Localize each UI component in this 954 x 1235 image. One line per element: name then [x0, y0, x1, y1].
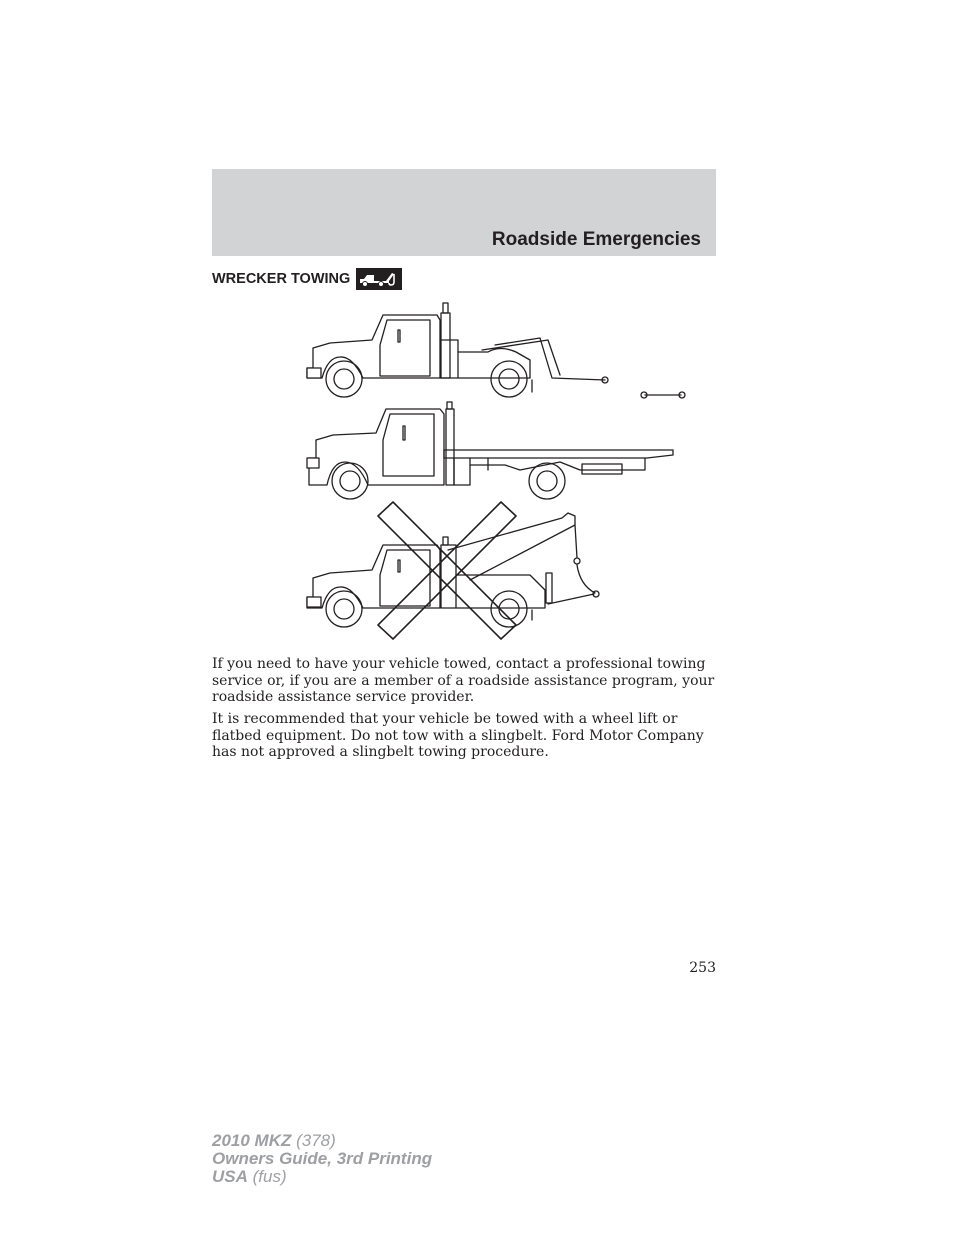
footer-line-2: Owners Guide, 3rd Printing	[212, 1149, 433, 1168]
page-number: 253	[689, 960, 716, 976]
tow-truck-icon	[356, 268, 402, 290]
footer-line-1: 2010 MKZ (378)	[212, 1131, 336, 1150]
section-title: WRECKER TOWING	[212, 271, 351, 287]
flatbed-tow-truck	[307, 402, 673, 499]
wheel-lift-tow-truck	[307, 303, 685, 398]
footer-line-3: USA (fus)	[212, 1167, 287, 1186]
slingbelt-tow-truck-crossed-out	[307, 502, 599, 639]
paragraph-towing-service: If you need to have your vehicle towed, contact a professional towing service or, if you are a member of a roadside assistance program, your roadside assistance service provider.	[212, 656, 715, 705]
paragraph-towing-recommendation: It is recommended that your vehicle be towed with a wheel lift or flatbed equipment. Do not tow with a slingbelt. Ford Motor Company has not approved a slingbelt towing procedure.	[212, 711, 704, 760]
header-band	[212, 169, 716, 256]
section-heading	[212, 268, 402, 290]
footer	[212, 1132, 432, 1186]
page-header-title: Roadside Emergencies	[491, 229, 701, 250]
towing-methods-illustration	[300, 300, 700, 645]
